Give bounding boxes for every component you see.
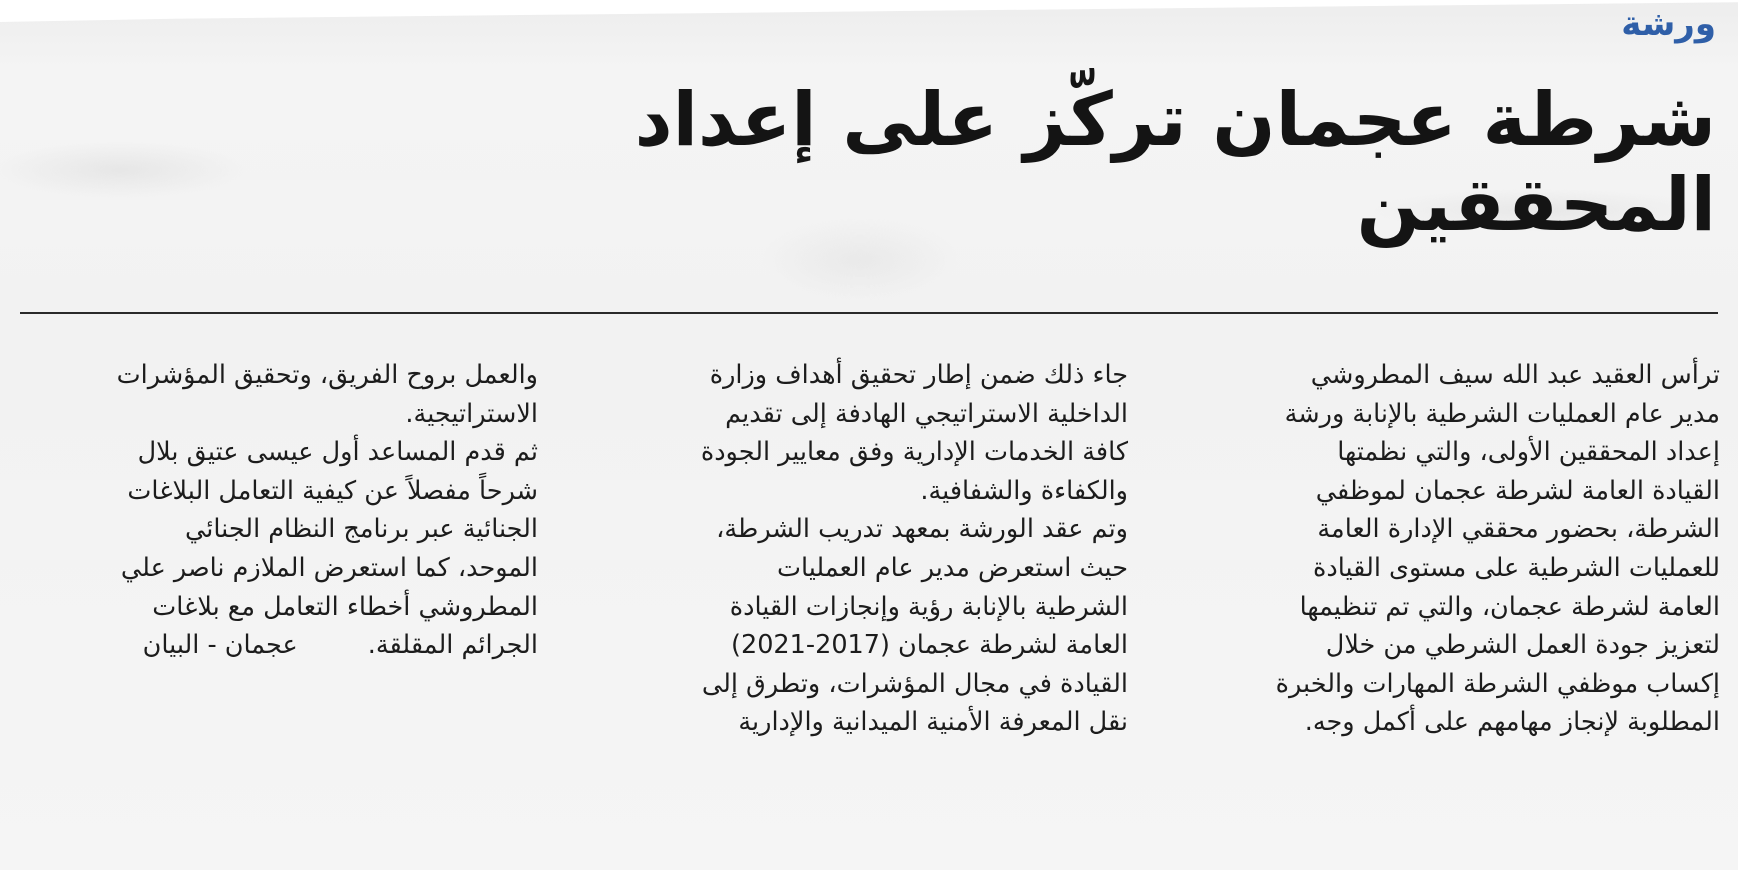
article-source: عجمان - البيان	[142, 630, 298, 661]
torn-paper-edge	[0, 0, 1738, 22]
column-line: العامة لشرطة عجمان، والتي تم تنظيمها	[1299, 591, 1720, 622]
column-line: كافة الخدمات الإدارية وفق معايير الجودة	[700, 437, 1128, 468]
column-line: المطروشي أخطاء التعامل مع بلاغات	[152, 591, 538, 622]
column-line: الشرطية بالإنابة رؤية وإنجازات القيادة	[729, 591, 1128, 622]
column-line: مدير عام العمليات الشرطية بالإنابة ورشة	[1284, 398, 1720, 429]
article-column-right	[1195, 356, 1720, 742]
column-line: ثم قدم المساعد أول عيسى عتيق بلال	[137, 437, 538, 468]
column-line: القيادة العامة لشرطة عجمان لموظفي	[1315, 475, 1720, 506]
column-line: جاء ذلك ضمن إطار تحقيق أهداف وزارة	[709, 360, 1128, 390]
column-line: الشرطة، بحضور محققي الإدارة العامة	[1317, 514, 1720, 545]
column-line-last	[16, 626, 538, 665]
column-line: والكفاءة والشفافية.	[920, 475, 1128, 506]
column-line: والعمل بروح الفريق، وتحقيق المؤشرات	[116, 360, 538, 390]
divider-rule	[20, 312, 1718, 314]
column-line: نقل المعرفة الأمنية الميدانية والإدارية	[738, 707, 1128, 738]
column-line: إكساب موظفي الشرطة المهارات والخبرة	[1275, 668, 1720, 699]
column-line: المطلوبة لإنجاز مهامهم على أكمل وجه.	[1304, 707, 1720, 738]
column-line: العامة لشرطة عجمان (2017-2021)	[731, 630, 1128, 661]
column-line-text: الجرائم المقلقة.	[367, 630, 538, 661]
column-line: القيادة في مجال المؤشرات، وتطرق إلى	[701, 668, 1128, 699]
column-line: الداخلية الاستراتيجي الهادفة إلى تقديم	[725, 398, 1128, 429]
column-line: شرحاً مفصلاً عن كيفية التعامل البلاغات	[127, 475, 538, 506]
column-line: الاستراتيجية.	[405, 398, 538, 429]
headline: شرطة عجمان تركّز على إعداد المحققين	[634, 77, 1716, 249]
column-line: للعمليات الشرطية على مستوى القيادة	[1312, 552, 1720, 583]
column-line: الموحد، كما استعرض الملازم ناصر علي	[120, 552, 538, 583]
section-label: ورشة	[1621, 4, 1716, 44]
article-column-left	[16, 356, 538, 665]
column-line: ترأس العقيد عبد الله سيف المطروشي	[1310, 360, 1720, 390]
column-line: إعداد المحققين الأولى، والتي نظمتها	[1337, 437, 1720, 468]
article-column-middle	[603, 356, 1128, 742]
column-line: حيث استعرض مدير عام العمليات	[776, 552, 1128, 583]
column-line: الجنائية عبر برنامج النظام الجنائي	[185, 514, 538, 545]
column-line: لتعزيز جودة العمل الشرطي من خلال	[1325, 630, 1720, 661]
column-line: وتم عقد الورشة بمعهد تدريب الشرطة،	[716, 514, 1128, 545]
